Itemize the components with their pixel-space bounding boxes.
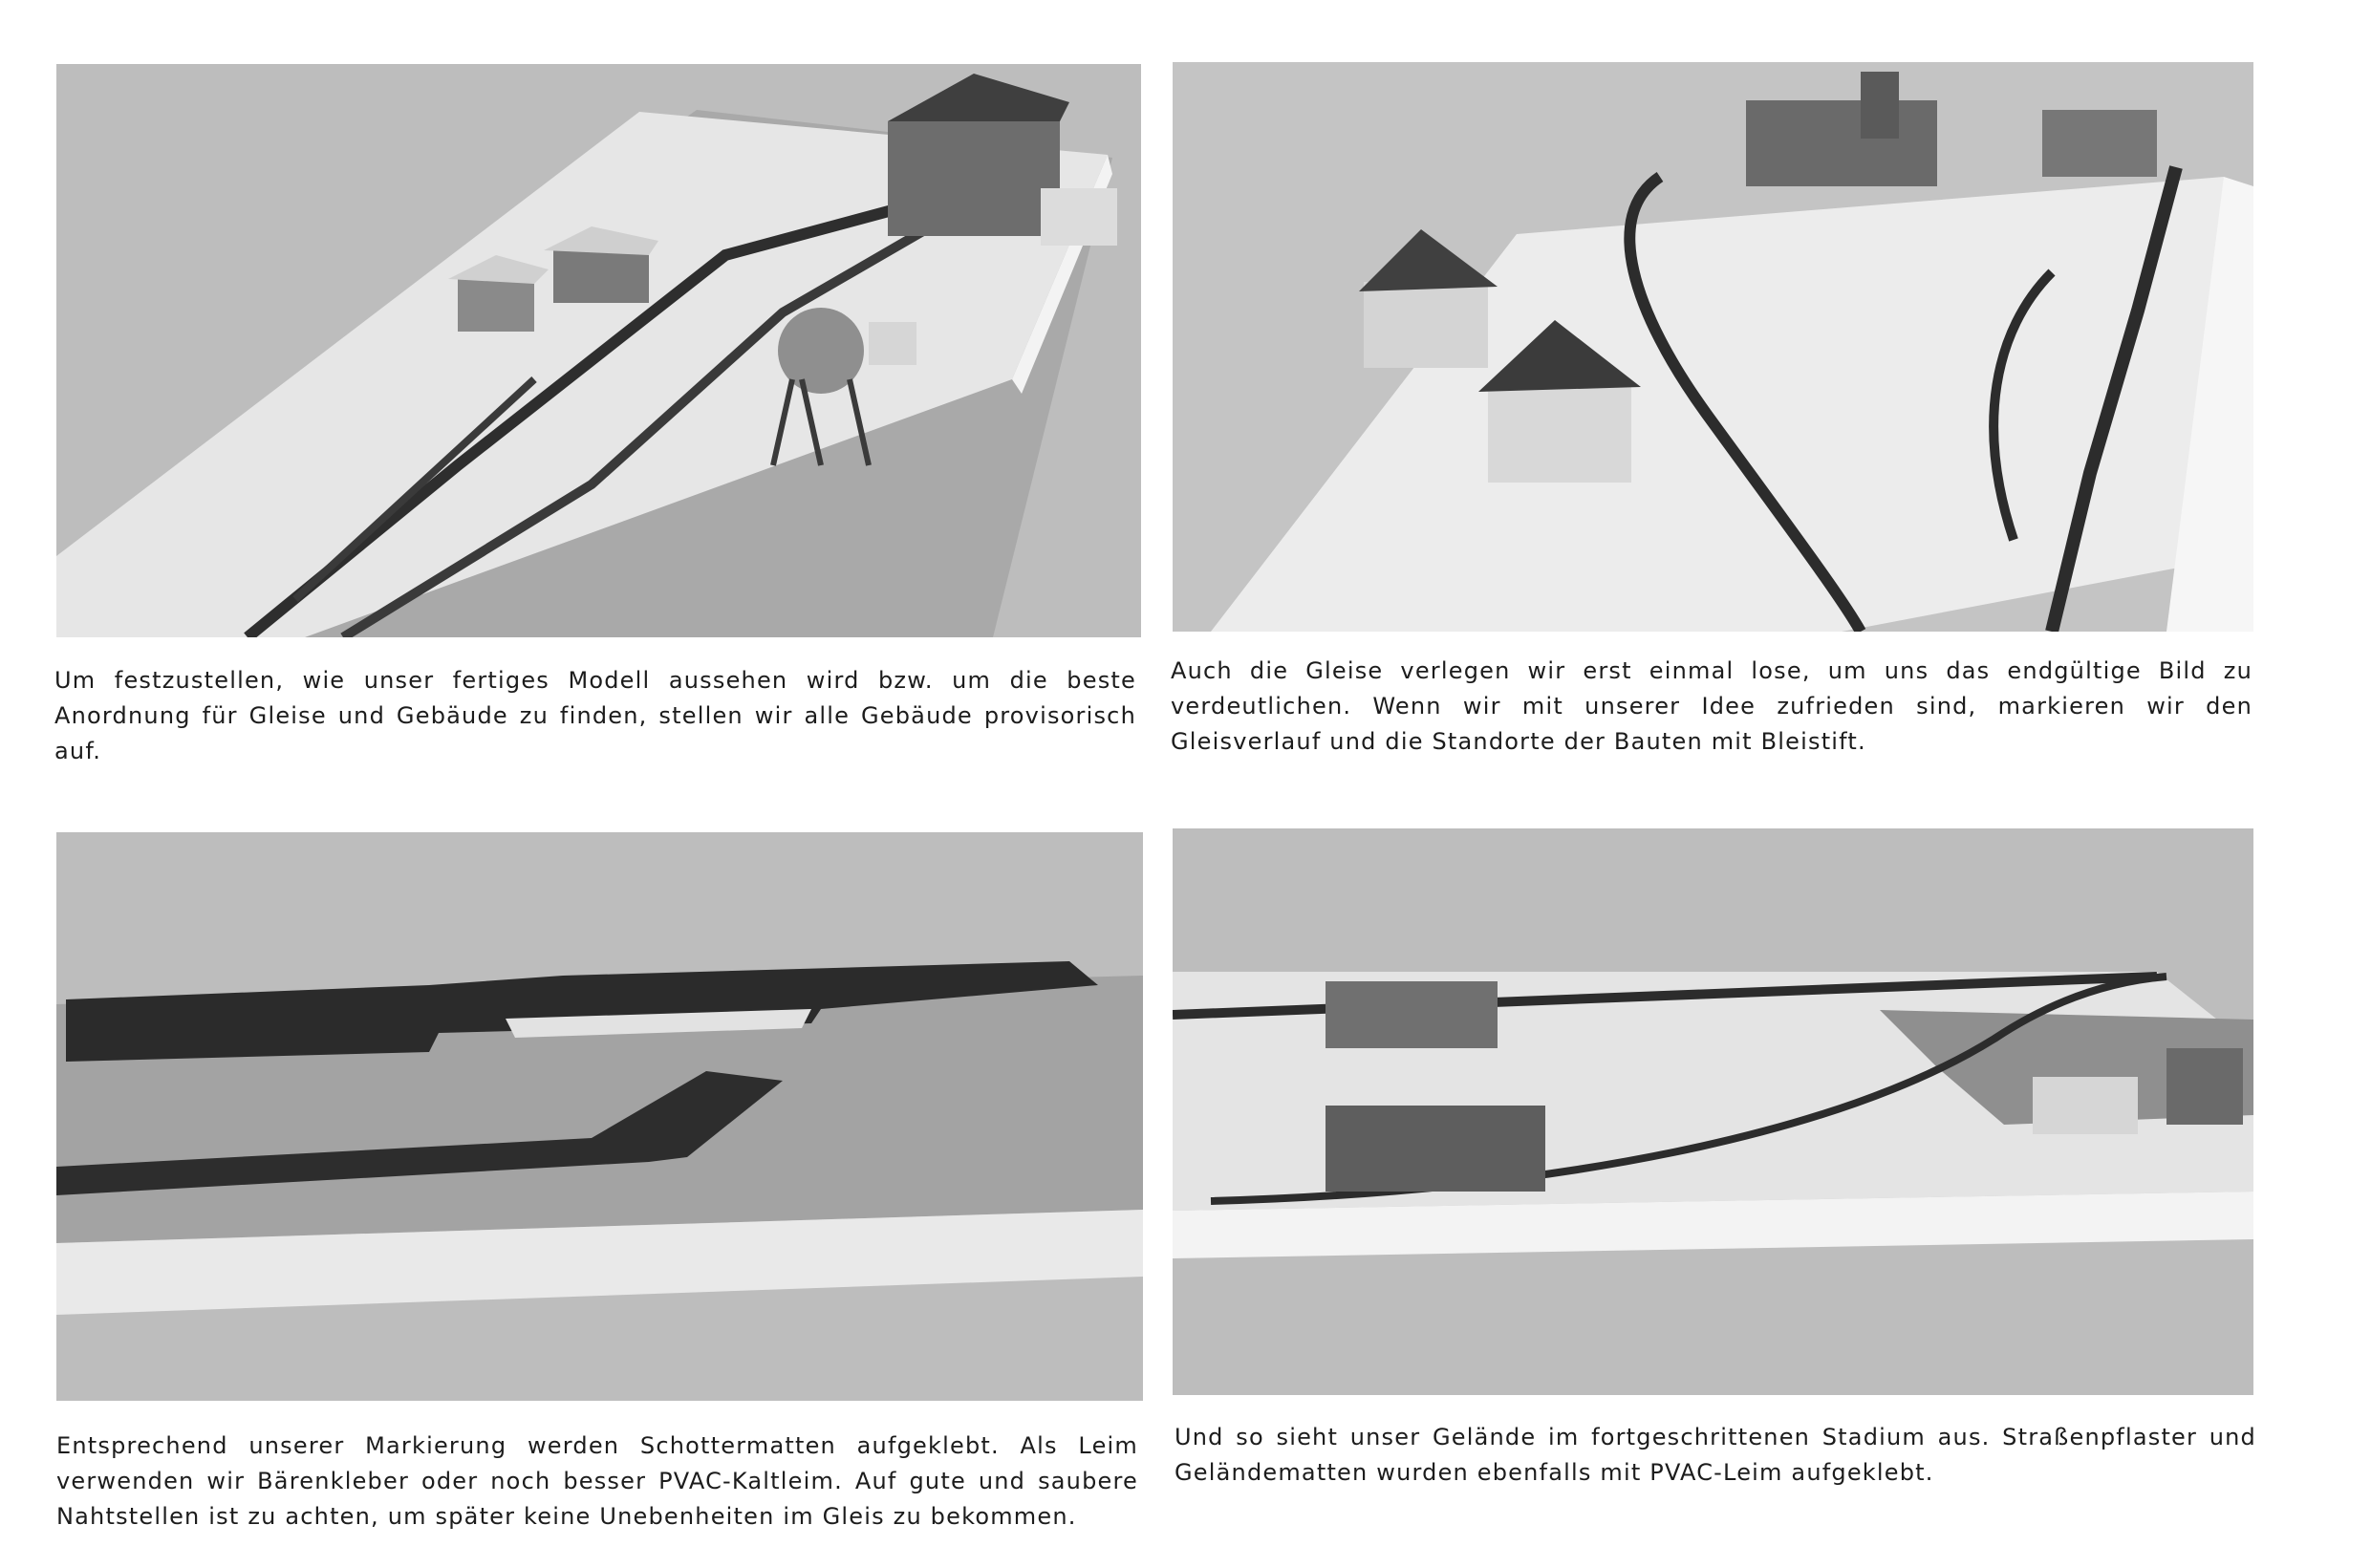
caption-ballast-mats: Entsprechend unserer Markierung werden Schottermatten aufgeklebt. Als Leim verwenden wir Bärenkleber oder noch besser PVAC-Kaltleim. Auf gute und saubere Nahtstellen ist zu achten, um später keine Unebenheiten im Gleis zu bekommen. <box>56 1432 1138 1530</box>
photo-advanced-stage <box>1173 828 2253 1395</box>
photo-ballast-mats-graphic <box>56 832 1143 1401</box>
photo-buildings-placed <box>56 64 1141 637</box>
caption-buildings-placed: Um festzustellen, wie unser fertiges Modell aussehen wird bzw. um die beste Anordnung für Gleise und Gebäude zu finden, stellen wir alle Gebäude provisorisch auf. <box>54 667 1136 764</box>
photo-tracks-laid <box>1173 62 2253 632</box>
caption-advanced-stage: Und so sieht unser Gelände im fortgeschrittenen Stadium aus. Straßenpflaster und Geländematten wurden ebenfalls mit PVAC-Leim aufgeklebt. <box>1175 1424 2256 1486</box>
photo-advanced-stage-graphic <box>1173 828 2253 1395</box>
caption-tracks-laid: Auch die Gleise verlegen wir erst einmal lose, um uns das endgültige Bild zu verdeutlichen. Wenn wir mit unserer Idee zufrieden sind, markieren wir den Gleisverlauf und die Standorte der Bauten mit Bleistift. <box>1171 657 2252 755</box>
photo-ballast-mats <box>56 832 1143 1401</box>
photo-tracks-laid-graphic <box>1173 62 2253 632</box>
photo-buildings-placed-graphic <box>56 64 1141 637</box>
